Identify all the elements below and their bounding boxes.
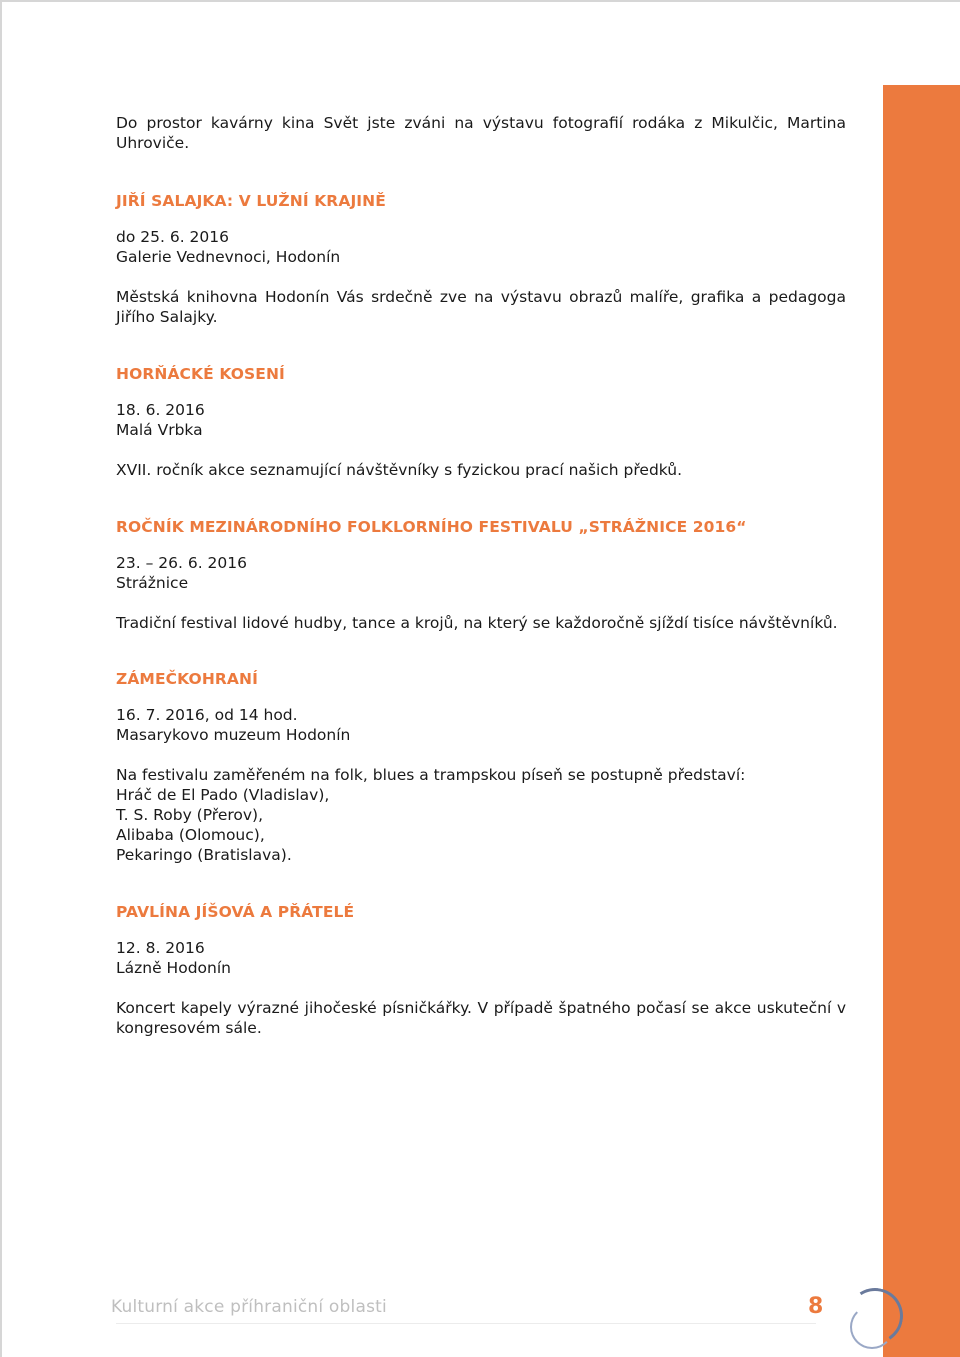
event-place: Malá Vrbka: [116, 421, 203, 439]
page-top-edge: [0, 0, 960, 2]
event-salajka: [116, 191, 846, 327]
event-description: Tradiční festival lidové hudby, tance a krojů, na který se každoročně sjíždí tisíce návštěvníků.: [116, 614, 838, 632]
event-horniacke-koseni: [116, 364, 846, 480]
footer-divider: [116, 1323, 816, 1324]
event-place: Strážnice: [116, 574, 189, 592]
event-meta: [116, 705, 846, 745]
event-date: 23. – 26. 6. 2016: [116, 554, 247, 572]
performer-line: Pekaringo (Bratislava).: [116, 846, 292, 864]
event-pavlina-jisova: [116, 902, 846, 1038]
event-description: Koncert kapely výrazné jihočeské písničkářky. V případě špatného počasí se akce uskuteční v kongresovém sále.: [116, 999, 846, 1037]
event-place: Masarykovo muzeum Hodonín: [116, 726, 351, 744]
event-meta: [116, 400, 846, 440]
event-title: ZÁMEČKOHRANÍ: [116, 670, 258, 688]
page-left-edge: [0, 0, 2, 1357]
event-title: ROČNÍK MEZINÁRODNÍHO FOLKLORNÍHO FESTIVALU „STRÁŽNICE 2016“: [116, 518, 747, 536]
event-date: 12. 8. 2016: [116, 939, 205, 957]
event-date: do 25. 6. 2016: [116, 228, 229, 246]
event-title: PAVLÍNA JÍŠOVÁ A PŘÁTELÉ: [116, 903, 355, 921]
orange-side-bar: [883, 85, 960, 1357]
main-content: [116, 113, 846, 1038]
event-title: JIŘÍ SALAJKA: V LUŽNÍ KRAJINĚ: [116, 192, 386, 210]
event-description: [116, 765, 846, 865]
decorative-circle-inner-icon: [850, 1305, 894, 1349]
event-meta: [116, 227, 846, 267]
event-straznice: [116, 517, 846, 633]
footer-title: Kulturní akce příhraniční oblasti: [111, 1297, 387, 1317]
event-description: Městská knihovna Hodonín Vás srdečně zve na výstavu obrazů malíře, grafika a pedagoga Jiřího Salajky.: [116, 288, 846, 326]
performer-line: Hráč de El Pado (Vladislav),: [116, 786, 330, 804]
intro-paragraph: Do prostor kavárny kina Svět jste zváni na výstavu fotografií rodáka z Mikulčic, Martina Uhroviče.: [116, 114, 846, 152]
event-zameckohrani: [116, 669, 846, 865]
event-place: Galerie Vednevnoci, Hodonín: [116, 248, 341, 266]
event-title: HORŇÁCKÉ KOSENÍ: [116, 365, 285, 383]
event-date: 16. 7. 2016, od 14 hod.: [116, 706, 298, 724]
event-meta: [116, 553, 846, 593]
performer-line: Alibaba (Olomouc),: [116, 826, 265, 844]
event-date: 18. 6. 2016: [116, 401, 205, 419]
event-description: XVII. ročník akce seznamující návštěvníky s fyzickou prací našich předků.: [116, 461, 683, 479]
performer-line: T. S. Roby (Přerov),: [116, 806, 264, 824]
description-line: Na festivalu zaměřeném na folk, blues a trampskou píseň se postupně představí:: [116, 766, 746, 784]
event-place: Lázně Hodonín: [116, 959, 231, 977]
event-meta: [116, 938, 846, 978]
page-number: 8: [808, 1294, 824, 1319]
